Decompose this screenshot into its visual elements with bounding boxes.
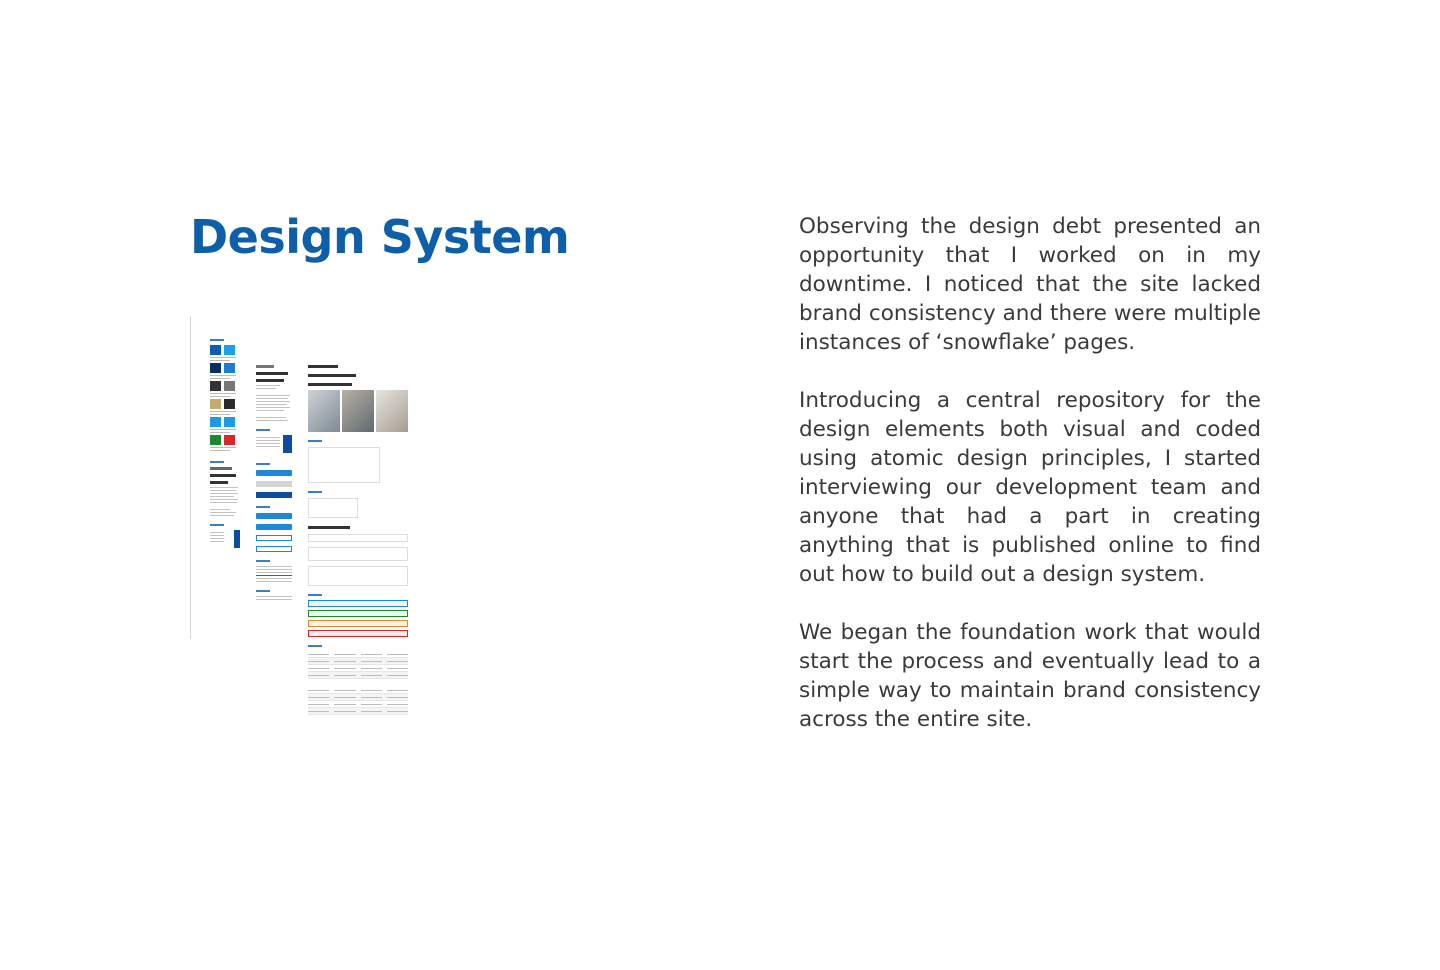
swatch-row bbox=[210, 435, 240, 445]
swatch-row bbox=[210, 417, 240, 427]
thumbnail-frame-line bbox=[190, 316, 191, 639]
color-swatch bbox=[210, 381, 221, 391]
body-text bbox=[799, 212, 1261, 763]
color-swatch bbox=[210, 399, 221, 409]
page-title: Design System bbox=[190, 210, 570, 264]
color-swatch bbox=[224, 381, 235, 391]
color-swatch bbox=[210, 345, 221, 355]
paragraph-3: We began the foundation work that would start the process and eventually lead to a simple way to maintain brand consistency across the entire site. bbox=[799, 620, 1261, 732]
color-swatch bbox=[210, 435, 221, 445]
swatch-row bbox=[210, 345, 240, 355]
color-swatch bbox=[224, 399, 235, 409]
thumbnail-components-column bbox=[256, 361, 292, 696]
paragraph-2: Introducing a central repository for the design elements both visual and coded using atomic design principles, I started interviewing our development team and anyone that had a part in creating anything that is published online to find out how to build out a design system. bbox=[799, 388, 1261, 587]
thumbnail-palette-column bbox=[210, 336, 240, 641]
thumbnail-layout-column bbox=[308, 361, 408, 696]
swatch-row bbox=[210, 363, 240, 373]
swatch-row bbox=[210, 399, 240, 409]
color-swatch bbox=[210, 363, 221, 373]
color-swatch bbox=[224, 363, 235, 373]
paragraph-1: Observing the design debt presented an opportunity that I worked on in my downtime. I noticed that the site lacked brand consistency and there were multiple instances of ‘snowflake’ pages. bbox=[799, 214, 1261, 355]
color-swatch bbox=[224, 345, 235, 355]
color-swatch bbox=[224, 435, 235, 445]
swatch-row bbox=[210, 381, 240, 391]
color-swatch bbox=[210, 417, 221, 427]
color-swatches bbox=[210, 345, 240, 451]
design-system-thumbnail bbox=[190, 316, 415, 696]
color-swatch bbox=[224, 417, 235, 427]
